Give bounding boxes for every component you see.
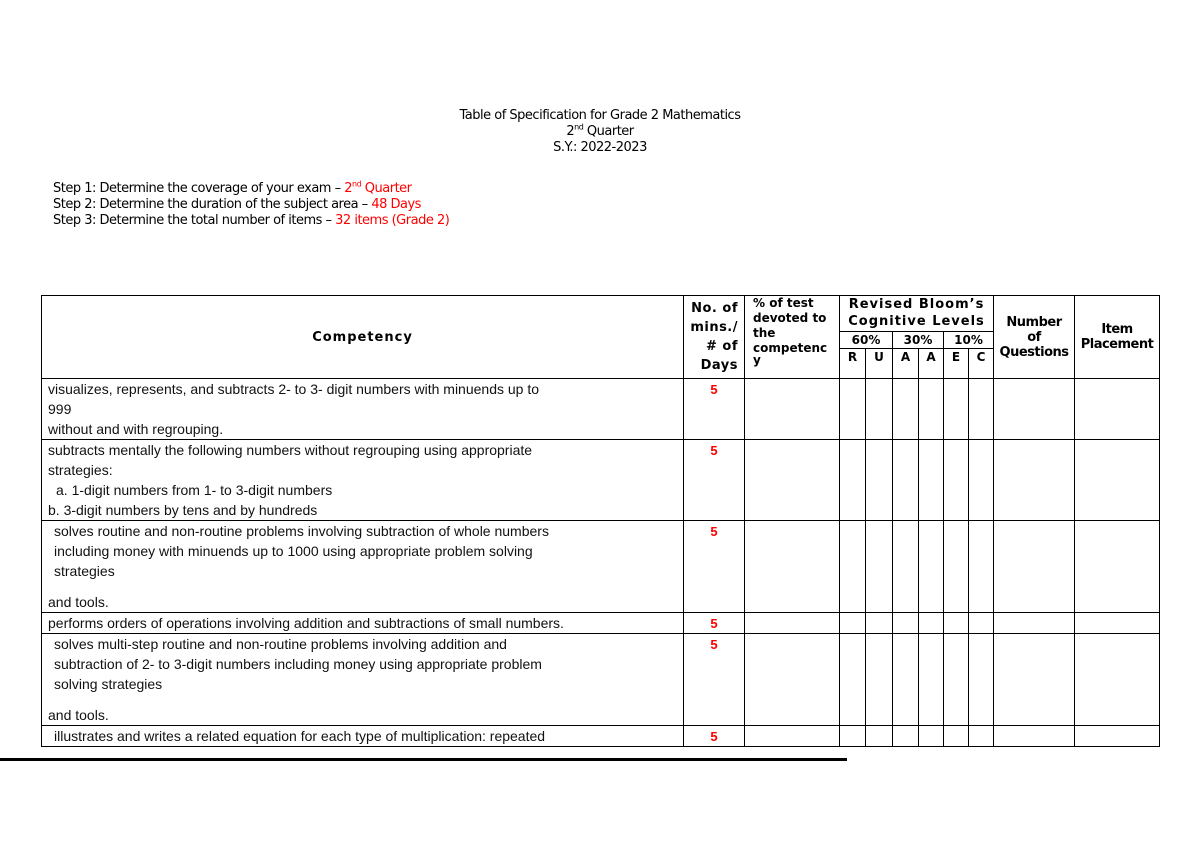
percent-cell xyxy=(745,726,840,747)
step-3-value: 32 items (Grade 2) xyxy=(335,213,450,228)
competency-cell xyxy=(42,521,684,613)
specification-table xyxy=(41,295,1160,747)
competency-line: 999 xyxy=(48,401,72,417)
step-2-value: 48 Days xyxy=(371,197,421,212)
header-pct-line3: the xyxy=(753,326,776,340)
header-blooms-line2: Cognitive Levels xyxy=(848,314,985,329)
level-create: C xyxy=(969,349,994,379)
header-number-questions xyxy=(994,296,1075,379)
steps-block xyxy=(53,181,449,229)
header-pct-line2: devoted to xyxy=(753,311,827,325)
level-c-cell xyxy=(969,634,994,726)
document-title-block xyxy=(0,108,1200,156)
item-placement-cell xyxy=(1075,613,1160,634)
percent-cell xyxy=(745,613,840,634)
percent-cell xyxy=(745,379,840,440)
header-pct-60: 60% xyxy=(840,332,893,349)
competency-line: strategies: xyxy=(48,462,113,478)
level-c-cell xyxy=(969,613,994,634)
level-e-cell xyxy=(944,634,969,726)
percent-cell xyxy=(745,634,840,726)
competency-line: solves routine and non-routine problems involving subtraction of whole numbers xyxy=(54,523,549,539)
step-1 xyxy=(53,181,449,197)
table-row xyxy=(42,379,1160,440)
header-place-line2: Placement xyxy=(1080,337,1154,352)
num-questions-cell xyxy=(994,440,1075,521)
item-placement-cell xyxy=(1075,521,1160,613)
step-1-value-rest: Quarter xyxy=(361,181,412,196)
item-placement-cell xyxy=(1075,726,1160,747)
header-mins-days xyxy=(684,296,745,379)
header-row-1 xyxy=(42,296,1160,332)
competency-cell xyxy=(42,440,684,521)
competency-cell xyxy=(42,613,684,634)
level-a1-cell xyxy=(893,634,919,726)
header-pct-30: 30% xyxy=(893,332,944,349)
level-a1-cell xyxy=(893,726,919,747)
item-placement-cell xyxy=(1075,379,1160,440)
level-evaluate: E xyxy=(944,349,969,379)
competency-line: solving strategies xyxy=(54,676,163,692)
level-a1-cell xyxy=(893,613,919,634)
level-a2-cell xyxy=(919,440,944,521)
num-questions-cell xyxy=(994,726,1075,747)
page-divider-line xyxy=(0,758,847,761)
level-a1-cell xyxy=(893,440,919,521)
step-1-value-number: 2 xyxy=(344,181,352,196)
level-u-cell xyxy=(866,613,893,634)
header-pct-line1: % of test xyxy=(753,296,814,310)
quarter-suffix: nd xyxy=(574,122,584,132)
header-pct-10: 10% xyxy=(944,332,994,349)
competency-line: subtracts mentally the following numbers without regrouping using appropriate xyxy=(48,442,533,458)
level-apply: A xyxy=(893,349,919,379)
step-3-label: Step 3: Determine the total number of items – xyxy=(53,213,336,228)
quarter-word: Quarter xyxy=(586,124,634,139)
item-placement-cell xyxy=(1075,440,1160,521)
percent-cell xyxy=(745,521,840,613)
competency-line: solves multi-step routine and non-routine problems involving addition and xyxy=(54,636,507,652)
level-u-cell xyxy=(866,440,893,521)
competency-line: b. 3-digit numbers by tens and by hundreds xyxy=(48,502,318,518)
step-2 xyxy=(53,197,449,213)
step-2-label: Step 2: Determine the duration of the subject area – xyxy=(53,197,372,212)
competency-cell xyxy=(42,379,684,440)
level-u-cell xyxy=(866,521,893,613)
competency-line: strategies xyxy=(54,563,115,579)
level-a1-cell xyxy=(893,379,919,440)
header-item-placement xyxy=(1075,296,1160,379)
level-understand: U xyxy=(866,349,893,379)
competency-line: visualizes, represents, and subtracts 2- to 3- digit numbers with minuends up to xyxy=(48,381,540,397)
percent-cell xyxy=(745,440,840,521)
competency-line: and tools. xyxy=(48,594,109,610)
table-row xyxy=(42,440,1160,521)
level-u-cell xyxy=(866,379,893,440)
header-blooms xyxy=(840,296,994,332)
level-remember: R xyxy=(840,349,866,379)
competency-line: subtraction of 2- to 3-digit numbers including money using appropriate problem xyxy=(54,656,542,672)
table-row xyxy=(42,521,1160,613)
header-mins-line1: No. of xyxy=(691,301,738,316)
header-numq-line3: Questions xyxy=(999,344,1069,360)
level-u-cell xyxy=(866,634,893,726)
days-cell: 5 xyxy=(684,634,745,726)
level-e-cell xyxy=(944,726,969,747)
level-r-cell xyxy=(840,440,866,521)
table-row xyxy=(42,726,1160,747)
level-e-cell xyxy=(944,613,969,634)
header-mins-line3: # of xyxy=(705,339,738,354)
days-cell: 5 xyxy=(684,521,745,613)
days-cell: 5 xyxy=(684,613,745,634)
level-a2-cell xyxy=(919,379,944,440)
step-3 xyxy=(53,213,449,229)
competency-line: and tools. xyxy=(48,707,109,723)
level-e-cell xyxy=(944,521,969,613)
num-questions-cell xyxy=(994,613,1075,634)
level-c-cell xyxy=(969,726,994,747)
level-u-cell xyxy=(866,726,893,747)
level-analyze: A xyxy=(919,349,944,379)
level-r-cell xyxy=(840,726,866,747)
days-cell: 5 xyxy=(684,440,745,521)
level-a1-cell xyxy=(893,521,919,613)
header-pct-line5: y xyxy=(753,353,761,367)
competency-line: performs orders of operations involving addition and subtractions of small numbers. xyxy=(48,615,564,631)
item-placement-cell xyxy=(1075,634,1160,726)
level-e-cell xyxy=(944,440,969,521)
level-e-cell xyxy=(944,379,969,440)
step-1-label: Step 1: Determine the coverage of your exam – xyxy=(53,181,345,196)
header-mins-line2: mins./ xyxy=(690,320,738,335)
level-a2-cell xyxy=(919,634,944,726)
competency-line: including money with minuends up to 1000 using appropriate problem solving xyxy=(54,543,533,559)
level-a2-cell xyxy=(919,613,944,634)
level-c-cell xyxy=(969,379,994,440)
level-r-cell xyxy=(840,634,866,726)
days-cell: 5 xyxy=(684,726,745,747)
level-c-cell xyxy=(969,440,994,521)
level-r-cell xyxy=(840,521,866,613)
header-numq-line2: of xyxy=(1027,329,1041,345)
header-percent-test xyxy=(745,296,840,379)
level-c-cell xyxy=(969,521,994,613)
num-questions-cell xyxy=(994,379,1075,440)
level-a2-cell xyxy=(919,521,944,613)
header-mins-line4: Days xyxy=(700,358,738,373)
header-pct-line4: competenc xyxy=(753,341,828,355)
table-body xyxy=(42,379,1160,747)
competency-line xyxy=(48,694,683,705)
quarter-line xyxy=(0,124,1200,140)
header-blooms-line1: Revised Bloom’s xyxy=(848,297,985,312)
competency-line: without and with regrouping. xyxy=(48,421,224,437)
table-row xyxy=(42,613,1160,634)
quarter-number: 2 xyxy=(566,124,575,139)
competency-line: a. 1-digit numbers from 1- to 3-digit numbers xyxy=(56,482,333,498)
step-1-value-suffix: nd xyxy=(352,179,362,189)
competency-cell xyxy=(42,726,684,747)
competency-line xyxy=(48,581,683,592)
step-1-value xyxy=(344,181,411,196)
level-a2-cell xyxy=(919,726,944,747)
level-r-cell xyxy=(840,379,866,440)
competency-line: illustrates and writes a related equation for each type of multiplication: repeated xyxy=(54,728,546,744)
header-numq-line1: Number xyxy=(1006,314,1062,330)
header-place-line1: Item xyxy=(1101,322,1133,337)
document-title: Table of Specification for Grade 2 Mathematics xyxy=(459,108,741,123)
num-questions-cell xyxy=(994,634,1075,726)
days-cell: 5 xyxy=(684,379,745,440)
table-row xyxy=(42,634,1160,726)
level-r-cell xyxy=(840,613,866,634)
competency-cell xyxy=(42,634,684,726)
num-questions-cell xyxy=(994,521,1075,613)
header-competency: Competency xyxy=(42,296,684,379)
school-year: S.Y.: 2022-2023 xyxy=(553,140,647,155)
